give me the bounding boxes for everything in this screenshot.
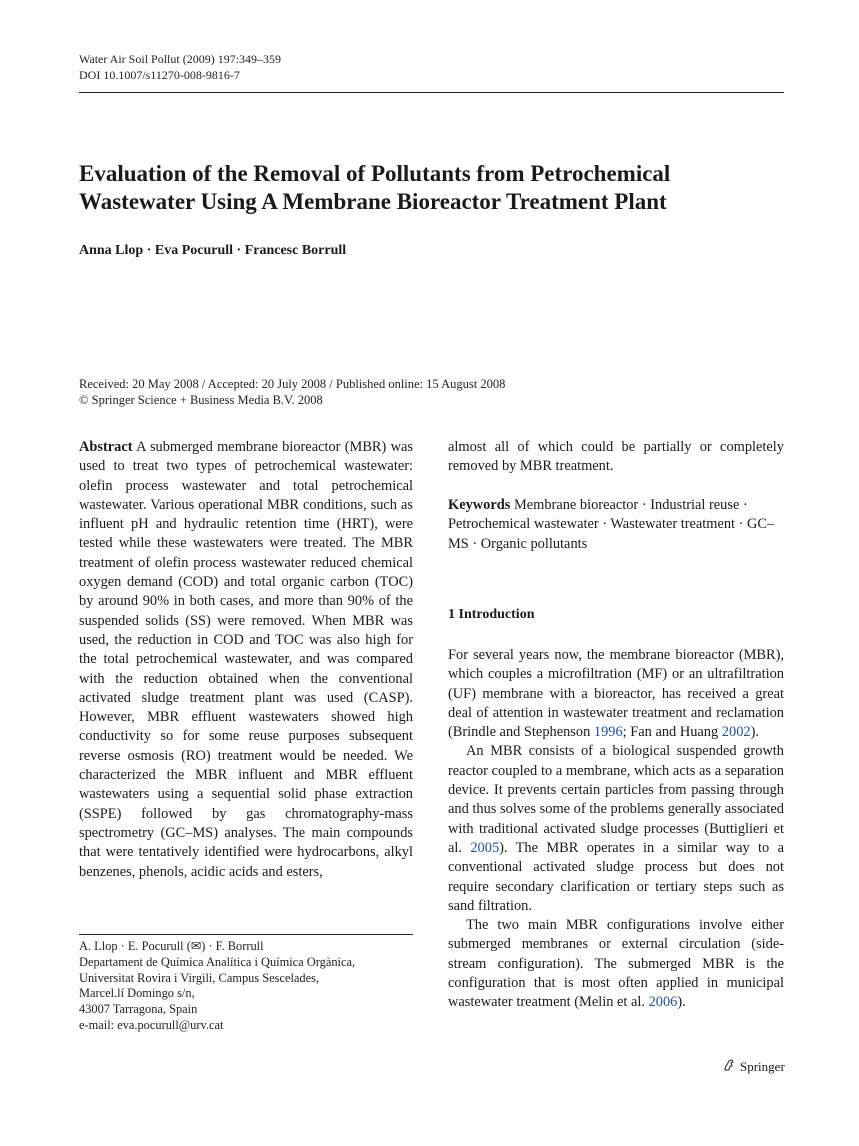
publisher-logo — [722, 1058, 785, 1076]
copyright: © Springer Science + Business Media B.V. 2008 — [79, 393, 323, 407]
section-heading-introduction: 1 Introduction — [448, 607, 535, 622]
abstract-label: Abstract — [79, 439, 133, 455]
citation-link[interactable]: 1996 — [593, 724, 623, 741]
intro-p2-text-a: An MBR consists of a biological suspended growth reactor coupled to a membrane, which acts as a separation device. It prevents certain particles from passing through and thus solves some of the problems generally associated with traditional activated sludge processes (Buttiglieri et al. — [448, 743, 784, 856]
springer-horse-icon — [722, 1058, 736, 1076]
intro-paragraph-3 — [448, 916, 784, 1012]
footnote-rule — [79, 934, 413, 935]
citation-link[interactable]: 2006 — [648, 994, 678, 1011]
doi[interactable]: DOI 10.1007/s11270-008-9816-7 — [79, 68, 240, 82]
journal-citation: Water Air Soil Pollut (2009) 197:349–359 — [79, 52, 282, 66]
abstract-text: A submerged membrane bioreactor (MBR) was used to treat two types of petrochemical wastewater: olefin process wastewater and total petrochemical wastewater. Various operational MBR conditions, such as influent pH and hydraulic retention time (HRT), were tested while these wastewaters were treated. The MBR treatment of olefin process wastewater reduced chemical oxygen demand (COD) and total organic carbon (TOC) by around 90% in both cases, and more than 90% of the suspended solids (SS) were removed. When MBR was used, the reduction in COD and TOC was also high for the total petrochemical wastewater, and was compared with the reduction obtained when the conventional activated sludge treatment plant was used (CASP). However, MBR effluent wastewaters showed high conductivity so for some reuse purposes subsequent reverse osmosis (RO) treatment would be needed. We characterized the MBR influent and MBR effluent wastewaters using a sequential solid phase extraction (SSPE) followed by gas chromatography-mass spectrometry (GC–MS) analyses. The main compounds that were tentatively identified were hydrocarbons, alkyl benzenes, phenols, acidic acids and esters, — [79, 439, 413, 880]
title-line-1: Evaluation of the Removal of Pollutants from Petrochemical — [79, 161, 671, 186]
abstract-continuation-text: almost all of which could be partially or completely removed by MBR treatment. — [448, 439, 784, 475]
affiliation-street: Marcel.lí Domingo s/n, — [79, 986, 195, 1001]
journal-header — [79, 51, 281, 83]
intro-paragraph-1 — [448, 646, 784, 742]
publisher-name: Springer — [740, 1059, 785, 1074]
received-dates: Received: 20 May 2008 / Accepted: 20 July 2008 / Published online: 15 August 2008 — [79, 377, 506, 391]
citation-link[interactable]: 2002 — [721, 724, 751, 741]
abstract-continuation — [448, 438, 784, 477]
keywords-text: Membrane bioreactor · Industrial reuse · Petrochemical wastewater · Wastewater treatment · GC–MS · Organic pollutants — [448, 497, 775, 552]
intro-paragraph-2 — [448, 742, 784, 916]
affiliation-email[interactable]: e-mail: eva.pocurull@urv.cat — [79, 1017, 224, 1032]
intro-p3-text-b: ). — [677, 994, 686, 1011]
intro-p3-text-a: The two main MBR configurations involve either submerged membranes or external circulation (side-stream configuration). The submerged MBR is the configuration that is most often applied in municipal wastewater treatment (Melin et al. — [448, 917, 784, 1011]
affiliation-names: A. Llop · E. Pocurull (✉) · F. Borrull — [79, 939, 264, 953]
intro-p1-text-b: ; Fan and Huang — [622, 724, 722, 741]
publication-dates — [79, 376, 505, 408]
article-title — [79, 160, 784, 216]
introduction-body — [448, 646, 784, 1013]
abstract — [79, 438, 413, 882]
affiliation-department: Departament de Química Analítica i Química Orgànica, — [79, 954, 356, 969]
header-rule — [79, 92, 784, 93]
intro-p1-text-c: ). — [750, 724, 759, 741]
citation-link[interactable]: 2005 — [470, 839, 500, 856]
intro-p1-text-a: For several years now, the membrane bioreactor (MBR), which couples a microfiltration (MF) or an ultrafiltration (UF) membrane with a bioreactor, has received a great deal of attention in wastewater treatment and reclamation (Brindle and Stephenson — [448, 647, 784, 741]
affiliation-city: 43007 Tarragona, Spain — [79, 1002, 198, 1017]
intro-p2-text-b: ). The MBR operates in a similar way to a conventional activated sludge process but does not require secondary clarification or tertiary steps such as sand filtration. — [448, 839, 784, 914]
affiliation-university: Universitat Rovira i Virgili, Campus Sescelades, — [79, 970, 320, 985]
author-list: Anna Llop · Eva Pocurull · Francesc Borrull — [79, 243, 347, 258]
author-affiliation — [79, 939, 355, 1034]
title-line-2: Wastewater Using A Membrane Bioreactor Treatment Plant — [79, 189, 667, 214]
keywords — [448, 496, 784, 554]
keywords-label: Keywords — [448, 497, 511, 513]
